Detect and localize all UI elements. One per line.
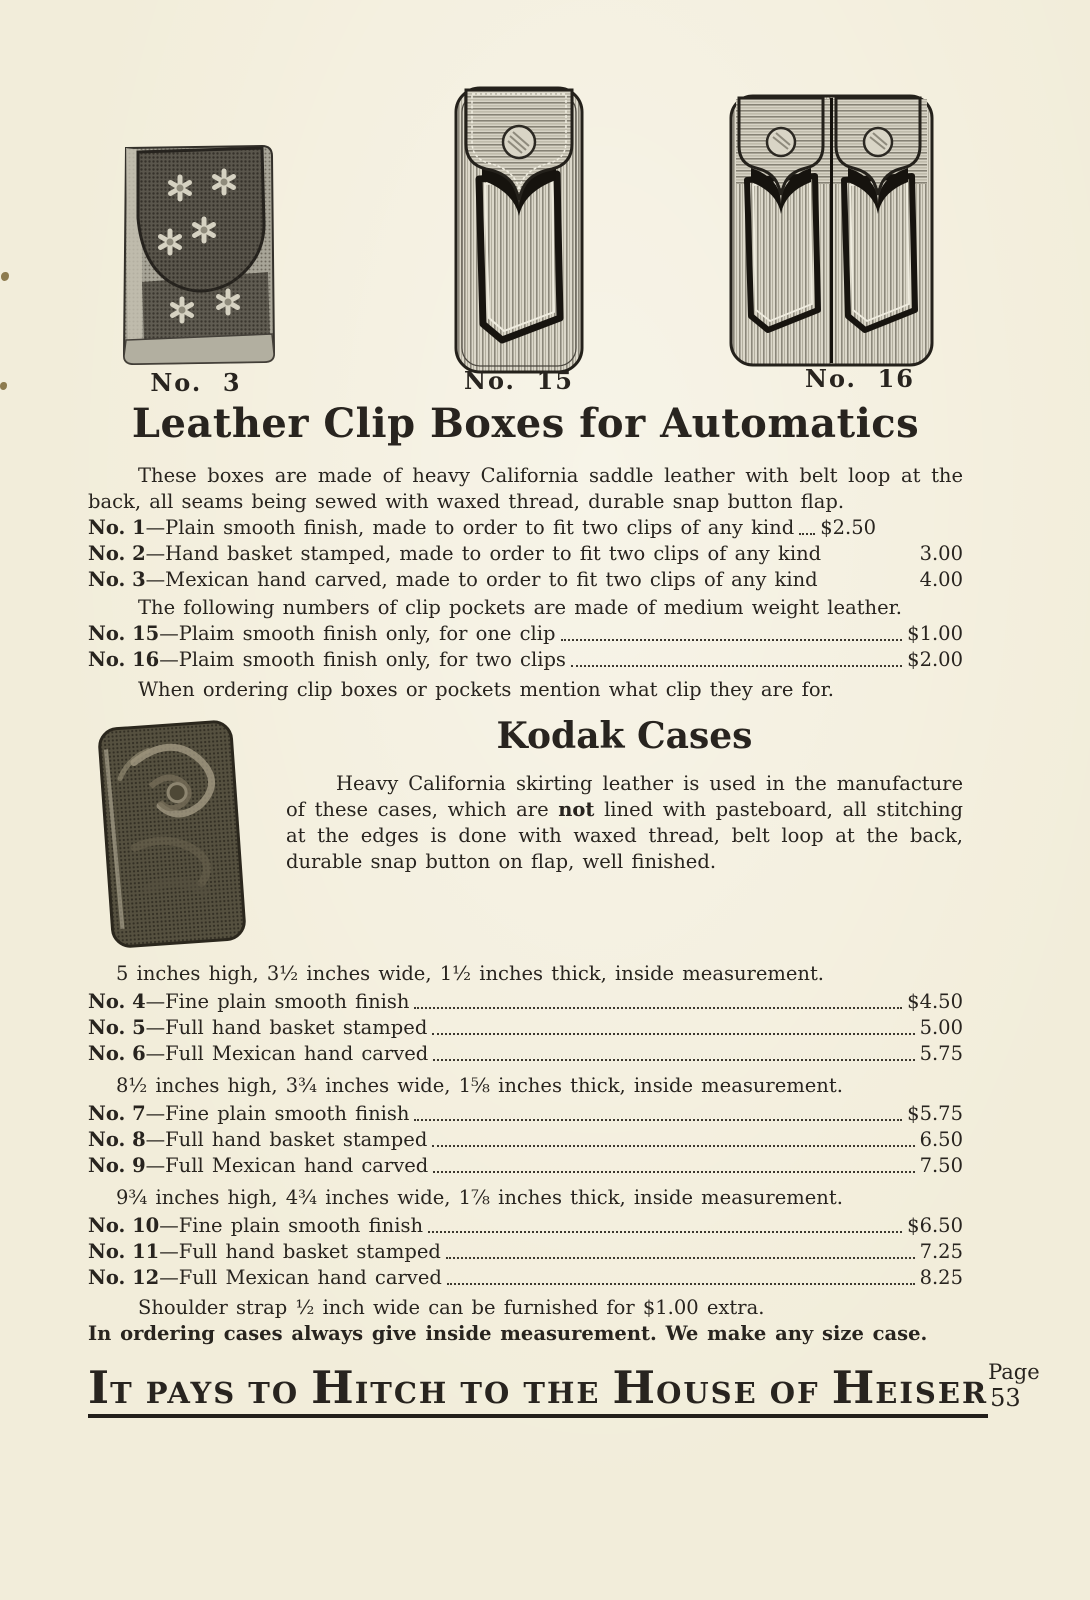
item-description: —Full Mexican hand carved bbox=[159, 1266, 442, 1289]
size-group bbox=[88, 961, 963, 1067]
item-number: No. 7 bbox=[88, 1102, 146, 1125]
price-row bbox=[88, 647, 963, 673]
kodak-description-part: lined with pasteboard, all stitching at the edges is done with waxed thread, belt loop at the back, durable snap button on flap, well finished. bbox=[286, 798, 963, 873]
page-number-label: Page bbox=[988, 1360, 1040, 1384]
item-description: —Full Mexican hand carved bbox=[145, 1154, 429, 1177]
item-price: 8.25 bbox=[919, 1266, 963, 1289]
slogan-text: EISER bbox=[875, 1376, 989, 1410]
price-row bbox=[88, 621, 963, 647]
kodak-description bbox=[286, 771, 963, 875]
price-row bbox=[88, 1239, 963, 1265]
price-row bbox=[88, 1127, 963, 1153]
dotted-leader bbox=[433, 1059, 914, 1061]
item-description: —Mexican hand carved, made to order to fit two clips of any kind bbox=[145, 568, 818, 591]
item-number: No. 5 bbox=[88, 1016, 146, 1039]
clip-box-no3-image bbox=[112, 132, 280, 370]
kodak-description-part: Heavy California skirting leather is used in the manufacture of these cases, which are bbox=[286, 772, 963, 821]
strap-note: Shoulder strap ½ inch wide can be furnished for $1.00 extra. bbox=[138, 1296, 765, 1319]
figure-label: No. 3 bbox=[150, 368, 242, 397]
price-row bbox=[88, 989, 963, 1015]
item-description: —Fine plain smooth finish bbox=[145, 990, 410, 1013]
slogan-text: OUSE OF bbox=[656, 1376, 832, 1410]
footer-slogan bbox=[88, 1361, 989, 1418]
slogan-capital: I bbox=[88, 1361, 111, 1414]
price-row bbox=[88, 1041, 963, 1067]
clip-pocket-no16-image bbox=[727, 92, 936, 369]
figures-row bbox=[0, 0, 1090, 400]
price-row bbox=[88, 1015, 963, 1041]
slogan-capital: H bbox=[311, 1361, 355, 1414]
clip-pocket-no15-image bbox=[452, 84, 586, 376]
price-row bbox=[88, 541, 963, 567]
slogan-capital: H bbox=[612, 1361, 657, 1414]
dotted-leader bbox=[432, 1033, 914, 1035]
item-number: No. 2 bbox=[88, 542, 146, 565]
slogan-text: ITCH TO THE bbox=[354, 1376, 613, 1410]
item-price: 5.00 bbox=[919, 1016, 963, 1039]
item-price: $4.50 bbox=[907, 990, 963, 1013]
page-number-value: 53 bbox=[990, 1383, 1021, 1412]
item-description: —Plaim smooth finish only, for one clip bbox=[159, 622, 556, 645]
item-price: $2.50 bbox=[820, 516, 877, 539]
dotted-leader bbox=[447, 1283, 915, 1285]
item-description: —Full hand basket stamped bbox=[145, 1016, 428, 1039]
item-price: $2.00 bbox=[907, 648, 963, 671]
price-row bbox=[88, 567, 963, 593]
size-header: 9¾ inches high, 4¾ inches wide, 1⅞ inches thick, inside measurement. bbox=[116, 1186, 843, 1209]
size-group bbox=[88, 1185, 963, 1291]
item-price: 7.25 bbox=[919, 1240, 963, 1263]
price-row bbox=[88, 1101, 963, 1127]
dotted-leader bbox=[561, 639, 903, 641]
price-row bbox=[88, 1213, 963, 1239]
item-number: No. 8 bbox=[88, 1128, 146, 1151]
clip-boxes-section bbox=[88, 400, 963, 703]
dotted-leader bbox=[446, 1257, 915, 1259]
price-row bbox=[88, 1153, 963, 1179]
page-number bbox=[988, 1361, 1040, 1411]
dotted-leader bbox=[428, 1231, 902, 1233]
dotted-leader bbox=[433, 1171, 914, 1173]
size-header: 8½ inches high, 3¾ inches wide, 1⅝ inches thick, inside measurement. bbox=[116, 1074, 843, 1097]
price-row bbox=[88, 515, 963, 541]
page-footer bbox=[88, 1360, 1040, 1418]
item-price: $1.00 bbox=[907, 622, 963, 645]
item-price: 7.50 bbox=[919, 1154, 963, 1177]
slogan-capital: H bbox=[831, 1361, 876, 1414]
item-number: No. 16 bbox=[88, 648, 160, 671]
size-group bbox=[88, 1073, 963, 1179]
item-description: —Plaim smooth finish only, for two clips bbox=[159, 648, 566, 671]
item-description: —Fine plain smooth finish bbox=[145, 1102, 410, 1125]
item-number: No. 9 bbox=[88, 1154, 146, 1177]
item-price: 4.00 bbox=[919, 568, 963, 591]
item-description: —Fine plain smooth finish bbox=[159, 1214, 424, 1237]
slogan-text: T PAYS TO bbox=[110, 1376, 312, 1410]
dotted-leader bbox=[799, 533, 815, 535]
item-description: —Full hand basket stamped bbox=[159, 1240, 441, 1263]
item-price: 3.00 bbox=[919, 542, 963, 565]
size-header: 5 inches high, 3½ inches wide, 1½ inches thick, inside measurement. bbox=[116, 962, 824, 985]
figure-label: No. 15 bbox=[464, 366, 574, 395]
pockets-note: The following numbers of clip pockets are made of medium weight leather. bbox=[138, 596, 903, 619]
item-price: $6.50 bbox=[907, 1214, 963, 1237]
item-number: No. 3 bbox=[88, 568, 146, 591]
dotted-leader bbox=[414, 1119, 902, 1121]
price-row bbox=[88, 1265, 963, 1291]
item-number: No. 12 bbox=[88, 1266, 160, 1289]
section-title-kodak-cases: Kodak Cases bbox=[496, 715, 753, 757]
item-description: —Plain smooth finish, made to order to fit two clips of any kind bbox=[145, 516, 795, 539]
section-title-clip-boxes: Leather Clip Boxes for Automatics bbox=[131, 400, 920, 447]
dotted-leader bbox=[432, 1145, 914, 1147]
item-price: 6.50 bbox=[919, 1128, 963, 1151]
kodak-case-image bbox=[94, 715, 252, 953]
item-number: No. 10 bbox=[88, 1214, 160, 1237]
ordering-note: When ordering clip boxes or pockets mention what clip they are for. bbox=[138, 678, 834, 701]
item-number: No. 4 bbox=[88, 990, 146, 1013]
intro-paragraph: These boxes are made of heavy California saddle leather with belt loop at the back, all seams being sewed with waxed thread, durable snap button flap. bbox=[88, 464, 963, 513]
item-price: 5.75 bbox=[919, 1042, 963, 1065]
item-number: No. 15 bbox=[88, 622, 160, 645]
ordering-emphasis: In ordering cases always give inside measurement. We make any size case. bbox=[88, 1322, 928, 1345]
item-price: $5.75 bbox=[907, 1102, 963, 1125]
dotted-leader bbox=[571, 665, 902, 667]
item-description: —Hand basket stamped, made to order to fit two clips of any kind bbox=[145, 542, 822, 565]
kodak-section bbox=[88, 715, 963, 1347]
item-number: No. 1 bbox=[88, 516, 146, 539]
item-number: No. 11 bbox=[88, 1240, 160, 1263]
figure-label: No. 16 bbox=[805, 364, 915, 393]
dotted-leader bbox=[414, 1007, 902, 1009]
item-description: —Full Mexican hand carved bbox=[145, 1042, 429, 1065]
kodak-description-bold: not bbox=[558, 798, 595, 821]
item-number: No. 6 bbox=[88, 1042, 146, 1065]
item-description: —Full hand basket stamped bbox=[145, 1128, 428, 1151]
